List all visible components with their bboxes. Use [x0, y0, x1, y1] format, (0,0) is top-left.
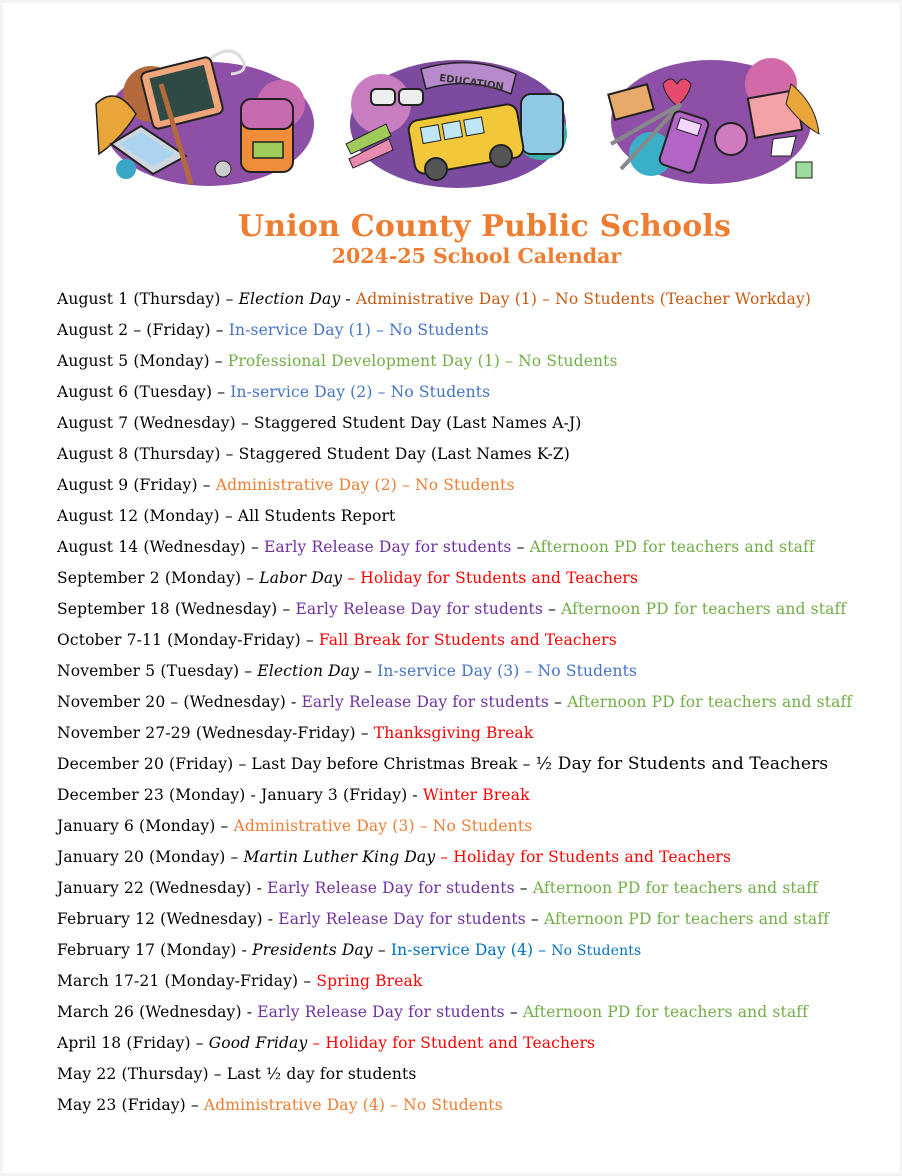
- event-description-text: – Holiday for Students and Teachers: [435, 848, 732, 866]
- event-description-text: Election Day: [257, 662, 360, 680]
- event-description-text: Afternoon PD for teachers and staff: [532, 879, 818, 897]
- event-date-text: November 5 (Tuesday) –: [57, 662, 258, 680]
- event-description-text: –: [549, 693, 568, 711]
- event-description-text: Fall Break for Students and Teachers: [318, 631, 617, 649]
- event-date-text: August 1 (Thursday) –: [57, 290, 239, 308]
- calendar-event-row: [57, 441, 897, 472]
- calendar-event-row: [57, 844, 897, 875]
- event-description-text: Professional Development Day (1) – No Students: [227, 352, 618, 370]
- event-description-text: –: [511, 538, 530, 556]
- calendar-event-row: [57, 875, 897, 906]
- chalkboard-laptop-backpack-illustration: [91, 44, 326, 194]
- event-description-text: Early Release Day for students: [278, 910, 526, 928]
- event-date-text: April 18 (Friday) –: [57, 1034, 209, 1052]
- calendar-event-row: [57, 906, 897, 937]
- event-date-text: September 18 (Wednesday) –: [57, 600, 296, 618]
- calendar-event-row: [57, 937, 897, 968]
- event-description-text: Spring Break: [316, 972, 423, 990]
- event-description-text: Administrative Day (2) – No Students: [215, 476, 515, 494]
- calendar-event-row: [57, 1061, 897, 1092]
- event-description-text: – Holiday for Students and Teachers: [342, 569, 639, 587]
- event-date-text: August 2 – (Friday) –: [57, 321, 229, 339]
- event-date-text: January 20 (Monday) –: [57, 848, 244, 866]
- event-date-text: February 17 (Monday) -: [57, 941, 253, 959]
- calendar-event-row: [57, 379, 897, 410]
- event-date-text: August 9 (Friday) –: [57, 476, 216, 494]
- event-description-text: Afternoon PD for teachers and staff: [567, 693, 853, 711]
- event-description-text: –: [514, 879, 533, 897]
- calendar-event-row: [57, 565, 897, 596]
- event-date-text: March 17-21 (Monday-Friday) –: [57, 972, 317, 990]
- event-description-text: No Students: [551, 943, 642, 959]
- event-description-text: Administrative Day (4) – No Students: [203, 1096, 503, 1114]
- education-ribbon-text: EDUCATION: [438, 72, 505, 93]
- title-block: [3, 210, 900, 268]
- calendar-event-row: [57, 782, 897, 813]
- event-description-text: Good Friday: [208, 1034, 308, 1052]
- event-description-text: – Holiday for Student and Teachers: [307, 1034, 596, 1052]
- event-description-text: Afternoon PD for teachers and staff: [543, 910, 830, 928]
- event-date-text: May 22 (Thursday) – Last ½ day for students: [57, 1065, 417, 1083]
- event-description-text: Early Release Day for students: [263, 538, 512, 556]
- event-description-text: In-service Day (4) –: [390, 941, 552, 959]
- calendar-event-row: [57, 1030, 897, 1061]
- event-description-text: –: [525, 910, 544, 928]
- calendar-event-row: [57, 968, 897, 999]
- event-date-text: August 6 (Tuesday) –: [57, 383, 231, 401]
- event-description-text: Administrative Day (1) – No Students (Teacher Workday): [355, 290, 812, 308]
- calendar-event-row: [57, 348, 897, 379]
- calendar-event-row: [57, 596, 897, 627]
- event-date-text: August 8 (Thursday) – Staggered Student Day (Last Names K-Z): [57, 445, 570, 463]
- event-description-text: Administrative Day (3) – No Students: [233, 817, 533, 835]
- event-date-text: August 5 (Monday) –: [57, 352, 228, 370]
- header-banner: [91, 40, 826, 198]
- calendar-event-row: [57, 813, 897, 844]
- event-date-text: May 23 (Friday) –: [57, 1096, 204, 1114]
- event-description-text: Presidents Day: [252, 941, 373, 959]
- event-description-text: Election Day: [238, 290, 341, 308]
- event-description-text: Martin Luther King Day: [243, 848, 436, 866]
- calendar-event-row: [57, 689, 897, 720]
- event-description-text: Labor Day: [259, 569, 343, 587]
- calendar-event-row: [57, 317, 897, 348]
- event-description-text: Early Release Day for students: [295, 600, 543, 618]
- event-description-text: In-service Day (3) – No Students: [377, 662, 638, 680]
- calendar-event-row: [57, 627, 897, 658]
- calendar-event-row: [57, 534, 897, 565]
- event-date-text: December 23 (Monday) - January 3 (Friday) -: [57, 786, 423, 804]
- page-title: Union County Public Schools: [237, 209, 732, 244]
- event-date-text: October 7-11 (Monday-Friday) –: [57, 631, 319, 649]
- calendar-event-row: [57, 1092, 897, 1123]
- event-description-text: –: [359, 662, 378, 680]
- event-date-text: December 20 (Friday) – Last Day before Christmas Break –: [57, 755, 536, 773]
- calendar-event-row: [57, 472, 897, 503]
- event-description-text: Early Release Day for students: [267, 879, 515, 897]
- event-date-text: January 6 (Monday) –: [57, 817, 234, 835]
- event-description-text: ½ Day for Students and Teachers: [535, 754, 829, 774]
- event-date-text: August 7 (Wednesday) – Staggered Student Day (Last Names A-J): [57, 414, 582, 432]
- event-date-text: January 22 (Wednesday) -: [57, 879, 268, 897]
- calendar-event-row: [57, 503, 897, 534]
- event-date-text: November 20 – (Wednesday) -: [57, 693, 302, 711]
- event-description-text: In-service Day (2) – No Students: [230, 383, 491, 401]
- event-description-text: -: [340, 290, 356, 308]
- page-subtitle: 2024-25 School Calendar: [331, 244, 622, 268]
- event-description-text: –: [543, 600, 562, 618]
- event-date-text: November 27-29 (Wednesday-Friday) –: [57, 724, 374, 742]
- event-description-text: Early Release Day for students: [301, 693, 550, 711]
- doodle-image-icon: [591, 44, 826, 194]
- event-description-text: –: [504, 1003, 523, 1021]
- event-description-text: In-service Day (1) – No Students: [228, 321, 489, 339]
- calendar-event-row: [57, 286, 897, 317]
- calendar-event-row: [57, 658, 897, 689]
- doodle-image-icon: [91, 44, 326, 194]
- event-date-text: March 26 (Wednesday) -: [57, 1003, 258, 1021]
- event-description-text: Afternoon PD for teachers and staff: [561, 600, 847, 618]
- event-date-text: August 14 (Wednesday) –: [57, 538, 264, 556]
- event-date-text: August 12 (Monday) – All Students Report: [57, 507, 396, 525]
- event-description-text: Afternoon PD for teachers and staff: [522, 1003, 809, 1021]
- calendar-event-row: [57, 720, 897, 751]
- event-description-text: Early Release Day for students: [257, 1003, 505, 1021]
- calendar-event-row: [57, 410, 897, 441]
- doodle-image-icon: [341, 44, 576, 194]
- document-page: [3, 3, 900, 1173]
- event-description-text: Winter Break: [422, 786, 530, 804]
- event-description-text: Afternoon PD for teachers and staff: [529, 538, 815, 556]
- event-description-text: Thanksgiving Break: [373, 724, 534, 742]
- school-bus-education-illustration: [341, 44, 576, 194]
- event-description-text: –: [372, 941, 391, 959]
- calculator-compass-books-illustration: [591, 44, 826, 194]
- calendar-event-row: [57, 751, 897, 782]
- calendar-event-list: [57, 286, 897, 1123]
- calendar-event-row: [57, 999, 897, 1030]
- event-date-text: September 2 (Monday) –: [57, 569, 260, 587]
- event-date-text: February 12 (Wednesday) -: [57, 910, 279, 928]
